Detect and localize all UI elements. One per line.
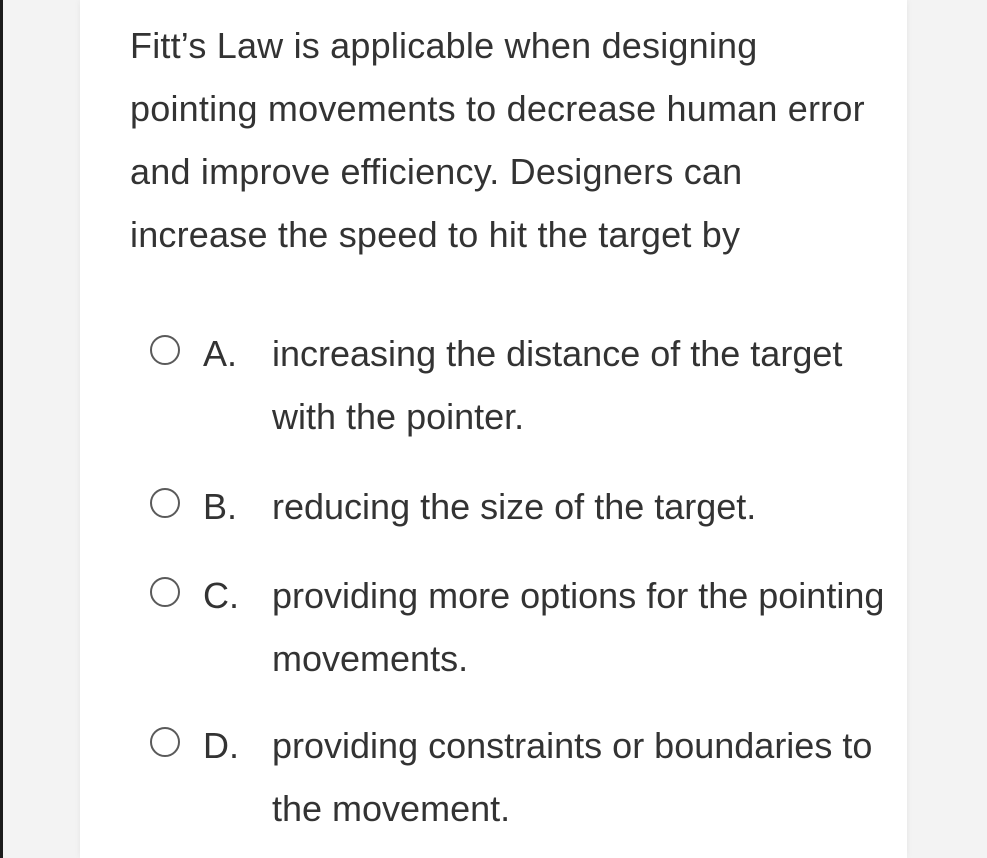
option-letter: B. <box>203 486 238 527</box>
option-text: increasing the distance of the target with the pointer. <box>272 333 843 437</box>
question-card <box>80 0 907 858</box>
option-letter: D. <box>203 725 239 766</box>
option-text: providing constraints or boundaries to the movement. <box>272 725 873 829</box>
radio-circle-icon[interactable] <box>150 335 180 365</box>
radio-circle-icon[interactable] <box>150 577 180 607</box>
option-letter: C. <box>203 575 239 616</box>
option-letter: A. <box>203 333 238 374</box>
option-text: reducing the size of the target. <box>272 486 757 527</box>
question-text: Fitt’s Law is applicable when designing pointing movements to decrease human error and improve efficiency. Designers can increase the speed to hit the target by <box>130 25 865 255</box>
radio-circle-icon[interactable] <box>150 488 180 518</box>
left-window-edge <box>0 0 3 858</box>
option-text: providing more options for the pointing movements. <box>272 575 885 679</box>
radio-circle-icon[interactable] <box>150 727 180 757</box>
